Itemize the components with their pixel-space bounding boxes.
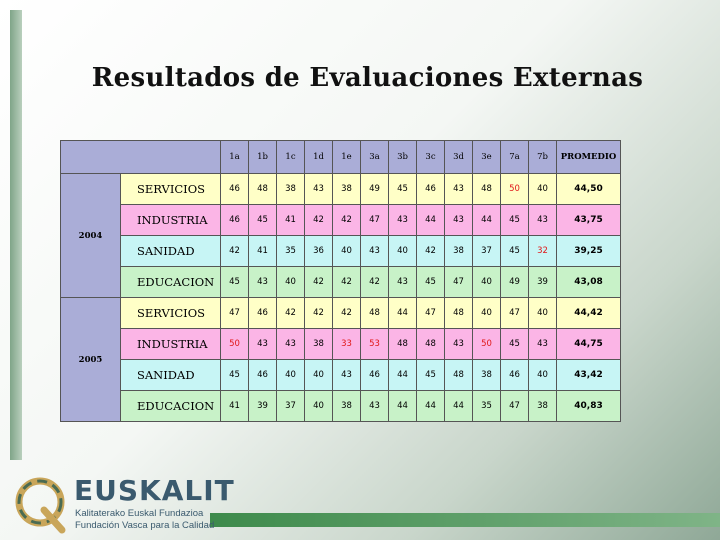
average-cell: 44,42 [557,298,621,329]
table-row [61,329,621,360]
average-cell: 44,50 [557,174,621,205]
table-row [61,267,621,298]
score-cell: 41 [249,236,277,267]
score-cell: 48 [361,298,389,329]
score-cell: 43 [389,267,417,298]
score-cell: 45 [501,205,529,236]
score-cell: 45 [389,174,417,205]
sector-label: INDUSTRIA [121,329,221,360]
score-cell: 47 [501,298,529,329]
table-row [61,298,621,329]
column-header: 1a [221,141,249,174]
score-cell: 45 [501,236,529,267]
score-cell: 45 [221,267,249,298]
score-cell: 46 [221,205,249,236]
score-cell: 43 [529,205,557,236]
score-cell: 46 [417,174,445,205]
score-cell: 37 [473,236,501,267]
score-cell: 40 [277,267,305,298]
score-cell: 48 [417,329,445,360]
score-cell: 47 [417,298,445,329]
score-cell: 38 [473,360,501,391]
q-emblem-icon [19,481,62,530]
bottom-decor-bar [210,513,720,527]
score-cell: 38 [445,236,473,267]
column-header: 3e [473,141,501,174]
score-cell: 38 [305,329,333,360]
score-cell: 43 [445,174,473,205]
table-corner-cell [61,141,221,174]
score-cell: 41 [277,205,305,236]
score-cell: 40 [333,236,361,267]
sector-label: SERVICIOS [121,298,221,329]
results-table [60,140,621,422]
score-cell: 43 [361,236,389,267]
score-cell: 43 [389,205,417,236]
score-cell: 35 [473,391,501,422]
score-cell: 38 [333,391,361,422]
column-header: 1b [249,141,277,174]
score-cell: 33 [333,329,361,360]
table-header-row [61,141,621,174]
score-cell: 44 [417,391,445,422]
score-cell: 42 [417,236,445,267]
score-cell: 40 [529,174,557,205]
score-cell: 42 [305,298,333,329]
sector-label: EDUCACION [121,391,221,422]
table-row [61,360,621,391]
year-label: 2005 [61,298,121,422]
score-cell: 49 [501,267,529,298]
average-cell: 39,25 [557,236,621,267]
sector-label: SERVICIOS [121,174,221,205]
table-row [61,391,621,422]
score-cell: 45 [249,205,277,236]
score-cell: 43 [445,329,473,360]
score-cell: 40 [305,391,333,422]
score-cell: 38 [277,174,305,205]
score-cell: 45 [417,360,445,391]
sector-label: SANIDAD [121,360,221,391]
score-cell: 42 [333,205,361,236]
average-cell: 44,75 [557,329,621,360]
score-cell: 45 [221,360,249,391]
average-cell: 43,75 [557,205,621,236]
score-cell: 46 [249,298,277,329]
score-cell: 48 [389,329,417,360]
column-header: 3a [361,141,389,174]
score-cell: 47 [361,205,389,236]
column-header: 3b [389,141,417,174]
average-column-header: PROMEDIO [557,141,621,174]
score-cell: 40 [305,360,333,391]
score-cell: 46 [221,174,249,205]
score-cell: 38 [529,391,557,422]
score-cell: 50 [473,329,501,360]
score-cell: 50 [221,329,249,360]
score-cell: 40 [473,267,501,298]
column-header: 1e [333,141,361,174]
year-label: 2004 [61,174,121,298]
logo-subtitle-2: Fundación Vasca para la Calidad [75,520,215,531]
score-cell: 44 [473,205,501,236]
table-row [61,205,621,236]
score-cell: 44 [417,205,445,236]
column-header: 7a [501,141,529,174]
score-cell: 35 [277,236,305,267]
sector-label: SANIDAD [121,236,221,267]
sector-label: EDUCACION [121,267,221,298]
score-cell: 43 [529,329,557,360]
score-cell: 41 [221,391,249,422]
average-cell: 43,42 [557,360,621,391]
score-cell: 42 [305,205,333,236]
score-cell: 46 [501,360,529,391]
column-header: 1c [277,141,305,174]
score-cell: 48 [445,360,473,391]
score-cell: 37 [277,391,305,422]
score-cell: 48 [249,174,277,205]
score-cell: 45 [417,267,445,298]
logo-subtitle-1: Kalitaterako Euskal Fundazioa [75,508,204,519]
score-cell: 42 [333,267,361,298]
logo-wordmark: EUSKALIT [74,474,235,507]
table-row [61,236,621,267]
score-cell: 43 [305,174,333,205]
column-header: 3d [445,141,473,174]
sector-label: INDUSTRIA [121,205,221,236]
score-cell: 42 [305,267,333,298]
score-cell: 44 [389,298,417,329]
score-cell: 40 [389,236,417,267]
score-cell: 40 [277,360,305,391]
score-cell: 43 [361,391,389,422]
score-cell: 44 [445,391,473,422]
average-cell: 43,08 [557,267,621,298]
score-cell: 43 [445,205,473,236]
score-cell: 44 [389,360,417,391]
score-cell: 32 [529,236,557,267]
score-cell: 42 [277,298,305,329]
score-cell: 47 [501,391,529,422]
results-table-body [61,141,621,422]
score-cell: 50 [501,174,529,205]
table-row [61,174,621,205]
score-cell: 44 [389,391,417,422]
score-cell: 40 [529,360,557,391]
score-cell: 42 [361,267,389,298]
score-cell: 53 [361,329,389,360]
score-cell: 43 [249,329,277,360]
score-cell: 48 [445,298,473,329]
score-cell: 49 [361,174,389,205]
score-cell: 36 [305,236,333,267]
column-header: 7b [529,141,557,174]
score-cell: 48 [473,174,501,205]
score-cell: 42 [333,298,361,329]
score-cell: 38 [333,174,361,205]
score-cell: 43 [249,267,277,298]
average-cell: 40,83 [557,391,621,422]
score-cell: 39 [529,267,557,298]
column-header: 3c [417,141,445,174]
score-cell: 42 [221,236,249,267]
score-cell: 43 [277,329,305,360]
score-cell: 46 [361,360,389,391]
score-cell: 47 [221,298,249,329]
score-cell: 40 [529,298,557,329]
score-cell: 39 [249,391,277,422]
slide-title: Resultados de Evaluaciones Externas [91,63,644,93]
score-cell: 40 [473,298,501,329]
score-cell: 46 [249,360,277,391]
score-cell: 45 [501,329,529,360]
score-cell: 43 [333,360,361,391]
column-header: 1d [305,141,333,174]
score-cell: 47 [445,267,473,298]
